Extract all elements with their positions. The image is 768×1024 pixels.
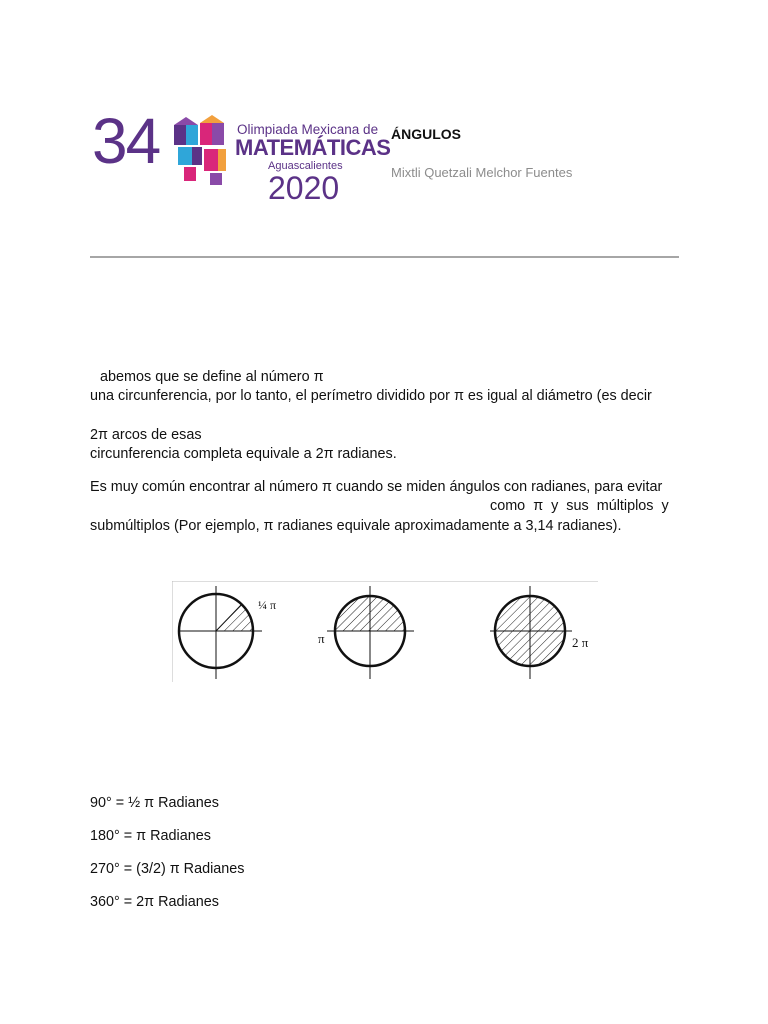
equivalence-360: 360° = 2π Radianes [90, 894, 219, 910]
logo-blocks-icon [170, 113, 232, 185]
paragraph-3-line-1: Es muy común encontrar al número π cuando se miden ángulos con radianes, para evitar [90, 479, 663, 495]
equivalence-90: 90° = ½ π Radianes [90, 795, 219, 811]
paragraph-2-line-1: 2π arcos de esas [90, 427, 202, 443]
label-pi: π [318, 631, 325, 646]
logo-line-3: Aguascalientes [268, 160, 343, 172]
paragraph-2-line-2: circunferencia completa equivale a 2π radianes. [90, 446, 397, 462]
paragraph-3-line-3: submúltiplos (Por ejemplo, π radianes equivale aproximadamente a 3,14 radianes). [90, 518, 622, 534]
paragraph-1-line-2: una circunferencia, por lo tanto, el perímetro dividido por π es igual al diámetro (es decir [90, 388, 652, 404]
label-two-pi: 2 π [572, 635, 589, 650]
equivalence-180: 180° = π Radianes [90, 828, 211, 844]
logo-year: 2020 [268, 170, 340, 206]
quarter-pi-circle [179, 586, 262, 679]
header-divider [90, 256, 679, 258]
two-pi-circle [490, 586, 572, 679]
document-author: Mixtli Quetzali Melchor Fuentes [391, 165, 573, 180]
logo-number: 34 [92, 105, 160, 177]
logo-line-2: MATEMÁTICAS [235, 135, 391, 160]
pi-circle [327, 586, 414, 679]
equivalence-270: 270° = (3/2) π Radianes [90, 861, 245, 877]
label-quarter-pi: ¼ π [258, 598, 277, 612]
paragraph-3-line-2: como π y sus múltiplos y [490, 498, 669, 514]
logo-line-1: Olimpiada Mexicana de [237, 122, 379, 137]
olympiad-logo [92, 105, 391, 210]
paragraph-1-line-1: abemos que se define al número π [100, 369, 324, 385]
radian-circles-figure [172, 581, 598, 682]
document-title: ÁNGULOS [391, 126, 461, 142]
